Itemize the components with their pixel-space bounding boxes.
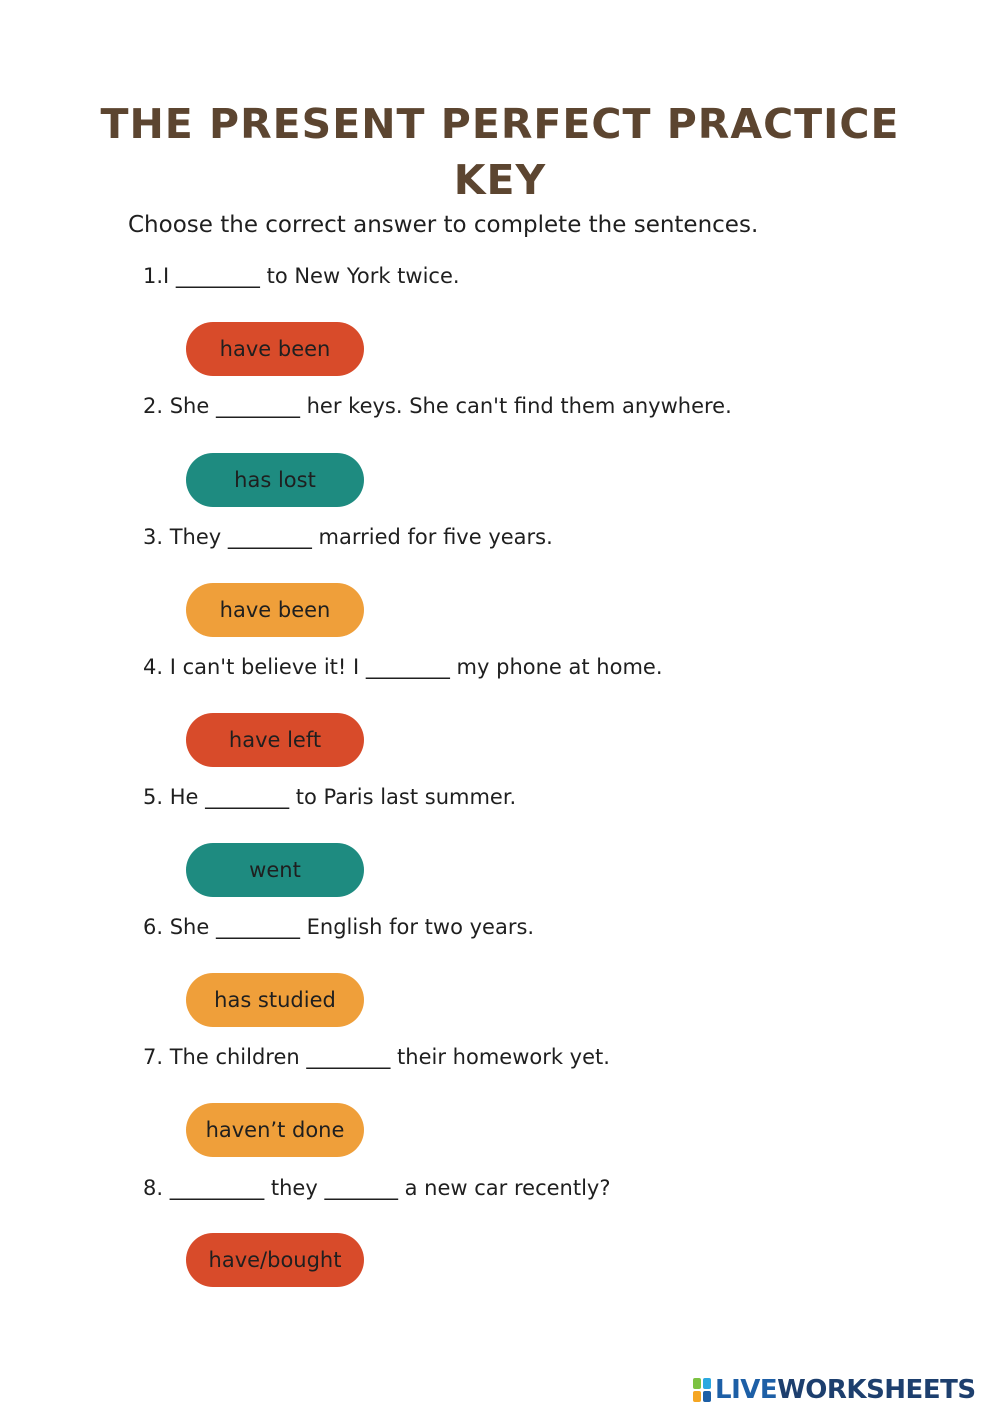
answer-pill-1[interactable]: have been xyxy=(186,322,364,376)
liveworksheets-mark-icon xyxy=(692,1377,712,1403)
question-6: 6. She ________ English for two years. xyxy=(143,915,535,939)
answer-pill-2[interactable]: has lost xyxy=(186,453,364,507)
logo-text: LIVEWORKSHEETS xyxy=(715,1375,976,1405)
question-3: 3. They ________ married for five years. xyxy=(143,525,553,549)
page-title xyxy=(0,96,1000,208)
title-line-1: THE PRESENT PERFECT PRACTICE xyxy=(100,100,900,148)
instructions: Choose the correct answer to complete the sentences. xyxy=(128,212,759,238)
answer-pill-3[interactable]: have been xyxy=(186,583,364,637)
question-4: 4. I can't believe it! I ________ my phone at home. xyxy=(143,655,663,679)
answer-pill-6[interactable]: has studied xyxy=(186,973,364,1027)
answer-pill-7[interactable]: haven’t done xyxy=(186,1103,364,1157)
title-line-2: KEY xyxy=(453,156,547,204)
liveworksheets-logo[interactable] xyxy=(692,1372,976,1408)
question-2: 2. She ________ her keys. She can't find them anywhere. xyxy=(143,394,732,418)
question-7: 7. The children ________ their homework yet. xyxy=(143,1045,610,1069)
answer-pill-5[interactable]: went xyxy=(186,843,364,897)
question-8: 8. _________ they _______ a new car recently? xyxy=(143,1176,611,1200)
question-1: 1.I ________ to New York twice. xyxy=(143,264,460,288)
question-5: 5. He ________ to Paris last summer. xyxy=(143,785,517,809)
answer-pill-8[interactable]: have/bought xyxy=(186,1233,364,1287)
answer-pill-4[interactable]: have left xyxy=(186,713,364,767)
